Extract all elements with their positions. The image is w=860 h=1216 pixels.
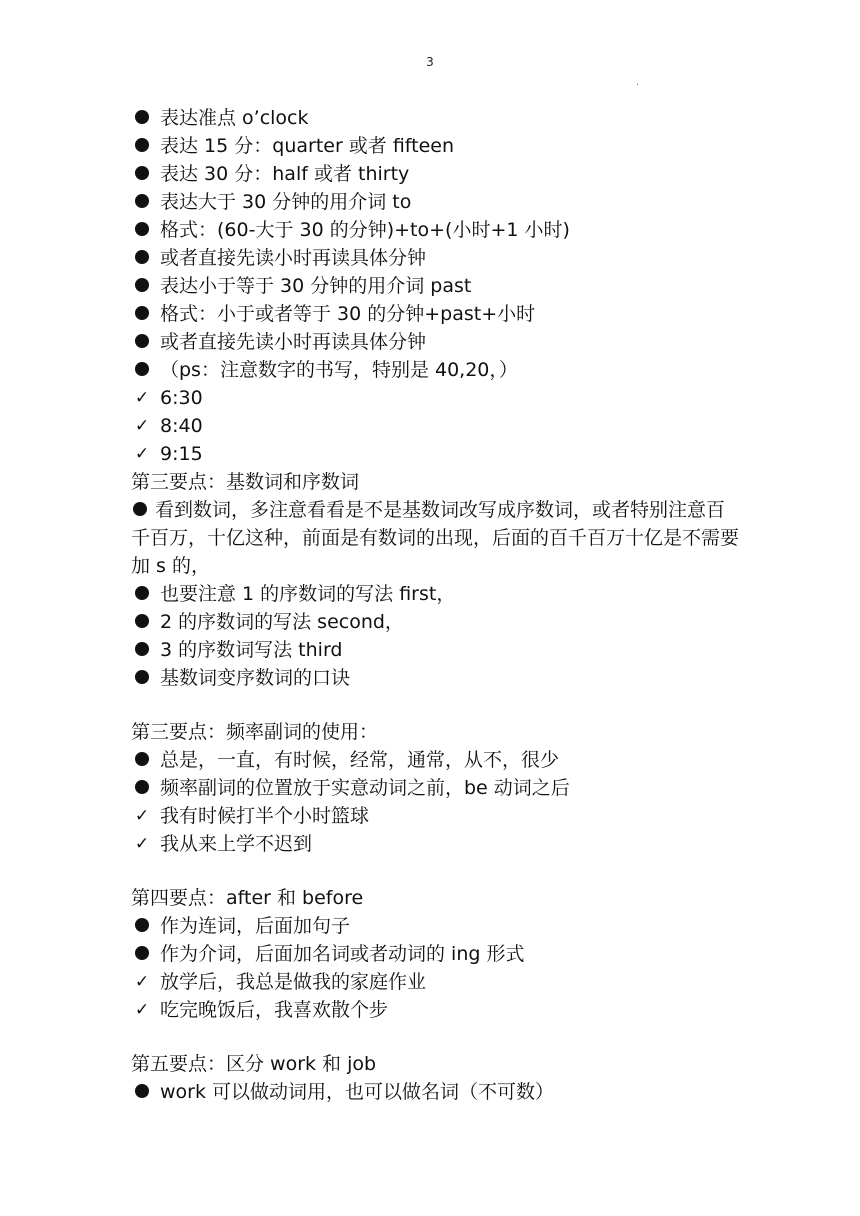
work-job-list <box>131 1078 741 1106</box>
bullet-dot-icon <box>133 328 151 356</box>
checklist-item <box>131 802 741 830</box>
check-mark-icon: ✓ <box>134 416 150 436</box>
bullet-dot-icon <box>133 940 151 968</box>
bullet-dot-icon <box>133 502 147 516</box>
numerals-paragraph: 看到数词，多注意看看是不是基数词改写成序数词，或者特别注意百千百万，十亿这种，前面是有数词的出现，后面的百千百万十亿是不需要加 s 的， <box>131 499 740 577</box>
bullet-dot-icon <box>133 160 151 188</box>
item-text: 表达大于 30 分钟的用介词 to <box>160 191 412 213</box>
checklist-item <box>131 384 741 412</box>
bullet-dot-icon <box>133 580 151 608</box>
bullet-dot-icon <box>133 1078 151 1106</box>
item-text: 总是，一直，有时候，经常，通常，从不，很少 <box>160 749 560 771</box>
item-text: 表达 30 分：half 或者 thirty <box>160 163 410 185</box>
bullet-dot-icon <box>133 132 151 160</box>
bullet-item <box>131 188 741 216</box>
bullet-dot-icon <box>133 774 151 802</box>
bullet-item <box>131 608 741 636</box>
bullet-item <box>131 328 741 356</box>
bullet-dot-icon <box>133 356 151 384</box>
check-mark-icon: ✓ <box>134 972 150 992</box>
bullet-item <box>131 244 741 272</box>
section-heading-work-job: 第五要点：区分 work 和 job <box>131 1053 377 1075</box>
bullet-item <box>131 912 741 940</box>
item-text: （ps：注意数字的书写，特别是 40,20，） <box>160 359 518 381</box>
item-text: 2 的序数词的写法 second， <box>160 611 404 633</box>
bullet-item <box>131 940 741 968</box>
item-text: 作为介词，后面加名词或者动词的 ing 形式 <box>160 943 525 965</box>
section-heading-after-before: 第四要点：after 和 before <box>131 887 364 909</box>
checklist-item <box>131 440 741 468</box>
item-text: 格式：小于或者等于 30 的分钟+past+小时 <box>160 303 536 325</box>
bullet-dot-icon <box>133 912 151 940</box>
item-text: 或者直接先读小时再读具体分钟 <box>160 331 427 353</box>
item-text: 作为连词，后面加句子 <box>160 915 351 937</box>
bullet-dot-icon <box>133 636 151 664</box>
bullet-dot-icon <box>133 272 151 300</box>
section-heading-numerals: 第三要点：基数词和序数词 <box>131 471 360 493</box>
bullet-item <box>131 272 741 300</box>
document-body <box>131 104 741 1106</box>
numerals-list <box>131 580 741 692</box>
bullet-item <box>131 300 741 328</box>
bullet-item <box>131 216 741 244</box>
item-text: 也要注意 1 的序数词的写法 first， <box>160 583 456 605</box>
check-mark-icon: ✓ <box>134 834 150 854</box>
page-number: 3 <box>426 55 434 69</box>
item-text: 我从来上学不迟到 <box>160 833 313 855</box>
corner-mark: . <box>636 78 639 88</box>
item-text: 表达 15 分：quarter 或者 fifteen <box>160 135 455 157</box>
checklist-item <box>131 968 741 996</box>
item-text: work 可以做动词用，也可以做名词（不可数） <box>160 1081 555 1103</box>
bullet-dot-icon <box>133 608 151 636</box>
spacer <box>131 858 741 884</box>
item-text: 3 的序数词写法 third <box>160 639 343 661</box>
bullet-item <box>131 160 741 188</box>
bullet-dot-icon <box>133 188 151 216</box>
item-text: 6:30 <box>160 387 203 409</box>
time-expression-list <box>131 104 741 468</box>
bullet-dot-icon <box>133 216 151 244</box>
check-mark-icon: ✓ <box>134 1000 150 1020</box>
bullet-item <box>131 1078 741 1106</box>
item-text: 频率副词的位置放于实意动词之前，be 动词之后 <box>160 777 570 799</box>
item-text: 表达小于等于 30 分钟的用介词 past <box>160 275 472 297</box>
item-text: 9:15 <box>160 443 203 465</box>
bullet-dot-icon <box>133 664 151 692</box>
frequency-list <box>131 746 741 858</box>
spacer <box>131 692 741 718</box>
checklist-item <box>131 412 741 440</box>
check-mark-icon: ✓ <box>134 806 150 826</box>
bullet-dot-icon <box>133 746 151 774</box>
item-text: 格式：(60-大于 30 的分钟)+to+(小时+1 小时) <box>160 219 570 241</box>
bullet-dot-icon <box>133 104 151 132</box>
bullet-item <box>131 132 741 160</box>
bullet-item <box>131 636 741 664</box>
bullet-item <box>131 104 741 132</box>
item-text: 或者直接先读小时再读具体分钟 <box>160 247 427 269</box>
bullet-item <box>131 746 741 774</box>
bullet-dot-icon <box>133 300 151 328</box>
check-mark-icon: ✓ <box>134 444 150 464</box>
bullet-item <box>131 774 741 802</box>
spacer <box>131 1024 741 1050</box>
bullet-item <box>131 356 741 384</box>
bullet-item <box>131 580 741 608</box>
item-text: 表达准点 o’clock <box>160 107 309 129</box>
item-text: 吃完晚饭后，我喜欢散个步 <box>160 999 389 1021</box>
item-text: 我有时候打半个小时篮球 <box>160 805 370 827</box>
bullet-item <box>131 664 741 692</box>
item-text: 放学后，我总是做我的家庭作业 <box>160 971 427 993</box>
section-heading-frequency: 第三要点：频率副词的使用： <box>131 721 379 743</box>
checklist-item <box>131 996 741 1024</box>
bullet-dot-icon <box>133 244 151 272</box>
item-text: 基数词变序数词的口诀 <box>160 667 351 689</box>
check-mark-icon: ✓ <box>134 388 150 408</box>
checklist-item <box>131 830 741 858</box>
after-before-list <box>131 912 741 1024</box>
item-text: 8:40 <box>160 415 203 437</box>
